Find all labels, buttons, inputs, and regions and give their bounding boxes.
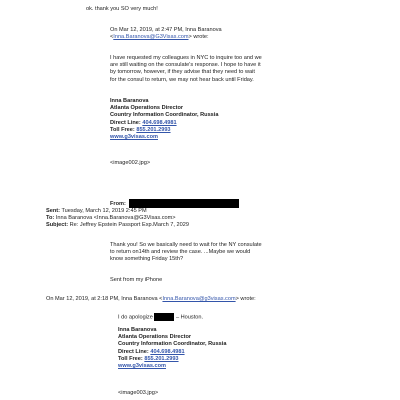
redaction-box: [129, 199, 239, 208]
quote2-body: [118, 313, 203, 322]
message2-line: know something Friday 15th?: [110, 256, 184, 263]
sent-label: Sent:: [46, 208, 60, 214]
from-label: From:: [110, 200, 126, 207]
direct-line-phone[interactable]: 404.698.4981: [150, 348, 185, 355]
message2-body: [110, 242, 262, 264]
sent-value: Tuesday, March 12, 2019 2:45 PM: [61, 208, 147, 214]
from-row: [110, 199, 239, 208]
direct-line-phone[interactable]: 404.698.4981: [142, 119, 177, 126]
website-link[interactable]: www.g3visas.com: [118, 363, 166, 370]
subject-value: Re: Jeffrey Epstein Passport Exp.March 7, 2029: [69, 222, 189, 229]
toll-free-label: Toll Free:: [118, 355, 143, 362]
email-header-fields: [46, 208, 189, 230]
message2-line: to return on14th and review the case. ...Maybe we would: [110, 249, 251, 256]
message2-line: Thank you! So we basically need to wait for the NY consulate: [110, 242, 262, 248]
quote2-header-suffix: > wrote:: [235, 296, 256, 302]
quote1-header-suffix: wrote:: [191, 34, 209, 41]
quote1-body: [110, 55, 262, 84]
quote2-body-suffix: – Houston.: [175, 314, 204, 321]
quote2-header-text: On Mar 12, 2019, at 2:18 PM, Inna Baranova <: [46, 296, 163, 302]
quote2-signature: [118, 327, 226, 370]
sig-title: Atlanta Operations Director: [118, 334, 192, 341]
quote1-body-line: for the consul to return, we may not hear back until Friday.: [110, 76, 254, 83]
toll-free-phone[interactable]: 855.201.2993: [144, 355, 179, 362]
quote1-header-text: On Mar 12, 2019, at 2:47 PM, Inna Baranova: [110, 27, 222, 33]
to-value: Inna Baranova <Inna.Baranova@G3Visas.com>: [55, 215, 176, 222]
quote1-body-line: are still waiting on the consulate's response. I hope to have it: [110, 62, 261, 69]
sig-role: Country Information Coordinator, Russia: [110, 112, 219, 119]
message2-signature: Sent from my iPhone: [110, 277, 163, 283]
sig-name: Inna Baranova: [110, 98, 149, 104]
subject-label: Subject:: [46, 222, 69, 229]
direct-line-label: Direct Line:: [110, 119, 141, 126]
website-link[interactable]: www.g3visas.com: [110, 134, 158, 141]
image-placeholder: <image002.jpg>: [110, 160, 151, 166]
sig-role: Country Information Coordinator, Russia: [118, 341, 227, 348]
to-label: To:: [46, 215, 55, 222]
sig-name: Inna Baranova: [118, 327, 157, 333]
redaction-box: [154, 313, 174, 321]
quote1-body-line: by tomorrow, however, if they advise that they need to wait: [110, 69, 255, 76]
toll-free-label: Toll Free:: [110, 126, 135, 133]
quote1-signature: [110, 98, 218, 141]
quote2-header: [46, 296, 256, 303]
quote2-email-link[interactable]: Inna.Baranova@g3visas.com: [162, 296, 236, 302]
image-placeholder: <image003.jpg>: [118, 390, 159, 396]
quote1-body-line: I have requested my colleagues in NYC to inquire too and we: [110, 55, 262, 61]
direct-line-label: Direct Line:: [118, 348, 149, 355]
quote1-email-link[interactable]: Inna.Baranova@G3Visas.com: [113, 34, 189, 41]
reply-text: ok. thank you SO very much!: [86, 6, 158, 12]
toll-free-phone[interactable]: 855.201.2993: [136, 126, 171, 133]
quote2-body-text: I do apologize: [118, 314, 153, 321]
sig-title: Atlanta Operations Director: [110, 105, 184, 112]
quote1-header: On Mar 12, 2019, at 2:47 PM, Inna Baranova <Inna.Baranova@G3Visas.com> wrote:: [110, 27, 222, 41]
